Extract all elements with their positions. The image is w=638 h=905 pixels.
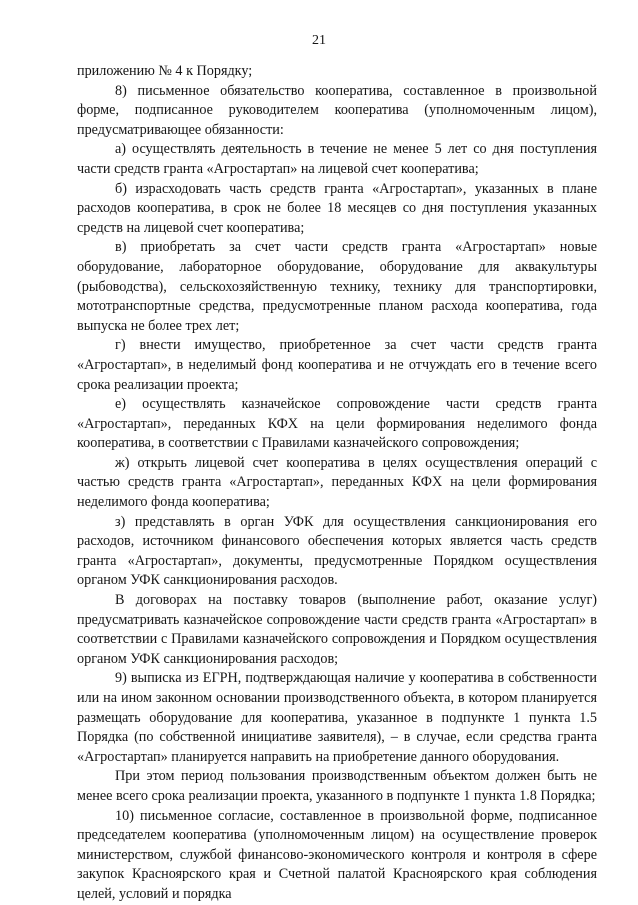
paragraph-item-8v: в) приобретать за счет части средств гранта «Агростартап» новые оборудование, лабораторное оборудование, оборудование для аквакультуры (рыбоводства), сельскохозяйственную технику, технику для транспортировки, мототранспортные средства, предусмотренные планом расхода кооператива, года выпуска не более трех лет; — [77, 239, 597, 334]
page-number: 21 — [312, 33, 326, 48]
paragraph-item-9: 9) выписка из ЕГРН, подтверждающая наличие у кооператива в собственности или на ином законном основании производственного объекта, в котором планируется размещать оборудование для кооператива, указанное в подпункте 1 пункта 1.5 Порядка (по собственной инициативе заявителя), – в случае, если средства гранта «Агростартап» планируется направить на приобретение данного оборудования. — [77, 670, 597, 765]
paragraph-item-8z: з) представлять в орган УФК для осуществления санкционирования его расходов, источником финансового обеспечения которых является часть средств гранта «Агростартап», документы, предусмотренные Порядком осуществления органом УФК санкционирования расходов. — [77, 513, 597, 589]
paragraph-item-8a: а) осуществлять деятельность в течение не менее 5 лет со дня поступления части средств гранта «Агростартап» на лицевой счет кооператива; — [77, 141, 597, 177]
paragraph-item-10: 10) письменное согласие, составленное в произвольной форме, подписанное председателем кооператива (уполномоченным лицом) на осуществление проверок министерством, службой финансово-экономического контроля и контроля в сфере закупок Красноярского края и Счетной палатой Красноярского края соблюдения целей, условий и порядка — [77, 807, 597, 902]
paragraph-continuation: приложению № 4 к Порядку; — [77, 63, 253, 79]
paragraph-item-8: 8) письменное обязательство кооператива, составленное в произвольной форме, подписанное руководителем кооператива (уполномоченным лицом), предусматривающее обязанности: — [77, 82, 597, 138]
paragraph-item-8zh: ж) открыть лицевой счет кооператива в целях осуществления операций с частью средств гранта «Агростартап», переданных КФХ на цели формирования неделимого фонда кооператива; — [77, 454, 597, 511]
paragraph-contracts: В договорах на поставку товаров (выполнение работ, оказание услуг) предусматривать казначейское сопровождение части средств гранта «Агростартап» в соответствии с Правилами казначейского сопровождения и Порядком осуществления органом УФК санкционирования расходов; — [77, 592, 597, 667]
document-body — [77, 62, 597, 905]
paragraph-item-8b: б) израсходовать часть средств гранта «Агростартап», указанных в плане расходов кооператива, в срок не более 18 месяцев со дня поступления указанных средств на лицевой счет кооператива; — [77, 180, 597, 236]
paragraph-item-8e: е) осуществлять казначейское сопровождение части средств гранта «Агростартап», переданных КФХ на цели формирования неделимого фонда кооператива, в соответствии с Правилами казначейского сопровождения; — [77, 396, 597, 452]
paragraph-item-8g: г) внести имущество, приобретенное за счет части средств гранта «Агростартап», в неделимый фонд кооператива и не отчуждать его в течение всего срока реализации проекта; — [77, 337, 597, 393]
paragraph-period: При этом период пользования производственным объектом должен быть не менее всего срока реализации проекта, указанного в подпункте 1 пункта 1.8 Порядка; — [77, 768, 597, 804]
